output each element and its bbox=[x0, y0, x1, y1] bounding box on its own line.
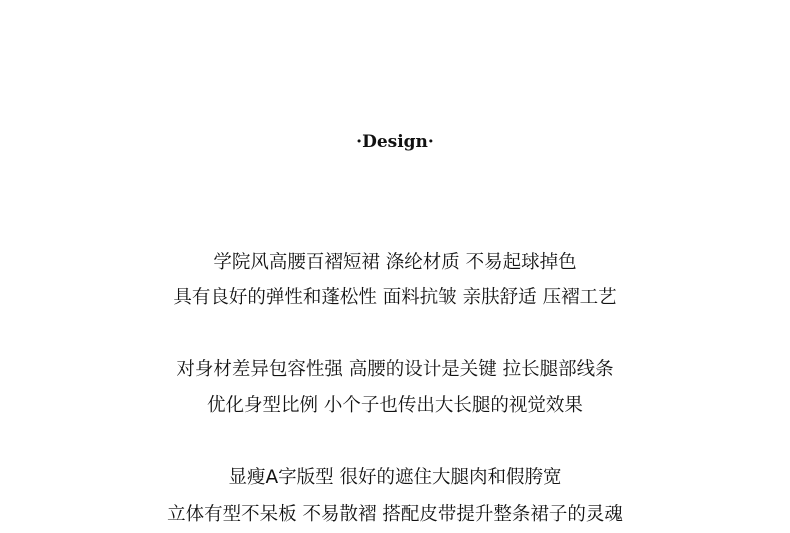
description-line: 优化身型比例 小个子也传出大长腿的视觉效果 bbox=[207, 395, 583, 416]
description-line: 具有良好的弹性和蓬松性 面料抗皱 亲肤舒适 压褶工艺 bbox=[173, 287, 617, 308]
section-heading: ·Design· bbox=[356, 132, 434, 152]
description-line: 学院风高腰百褶短裙 涤纶材质 不易起球掉色 bbox=[213, 252, 577, 273]
description-line: 立体有型不呆板 不易散褶 搭配皮带提升整条裙子的灵魂 bbox=[167, 504, 623, 525]
description-line: 显瘦A字版型 很好的遮住大腿肉和假胯宽 bbox=[228, 467, 562, 488]
description-line: 对身材差异包容性强 高腰的设计是关键 拉长腿部线条 bbox=[176, 359, 614, 380]
